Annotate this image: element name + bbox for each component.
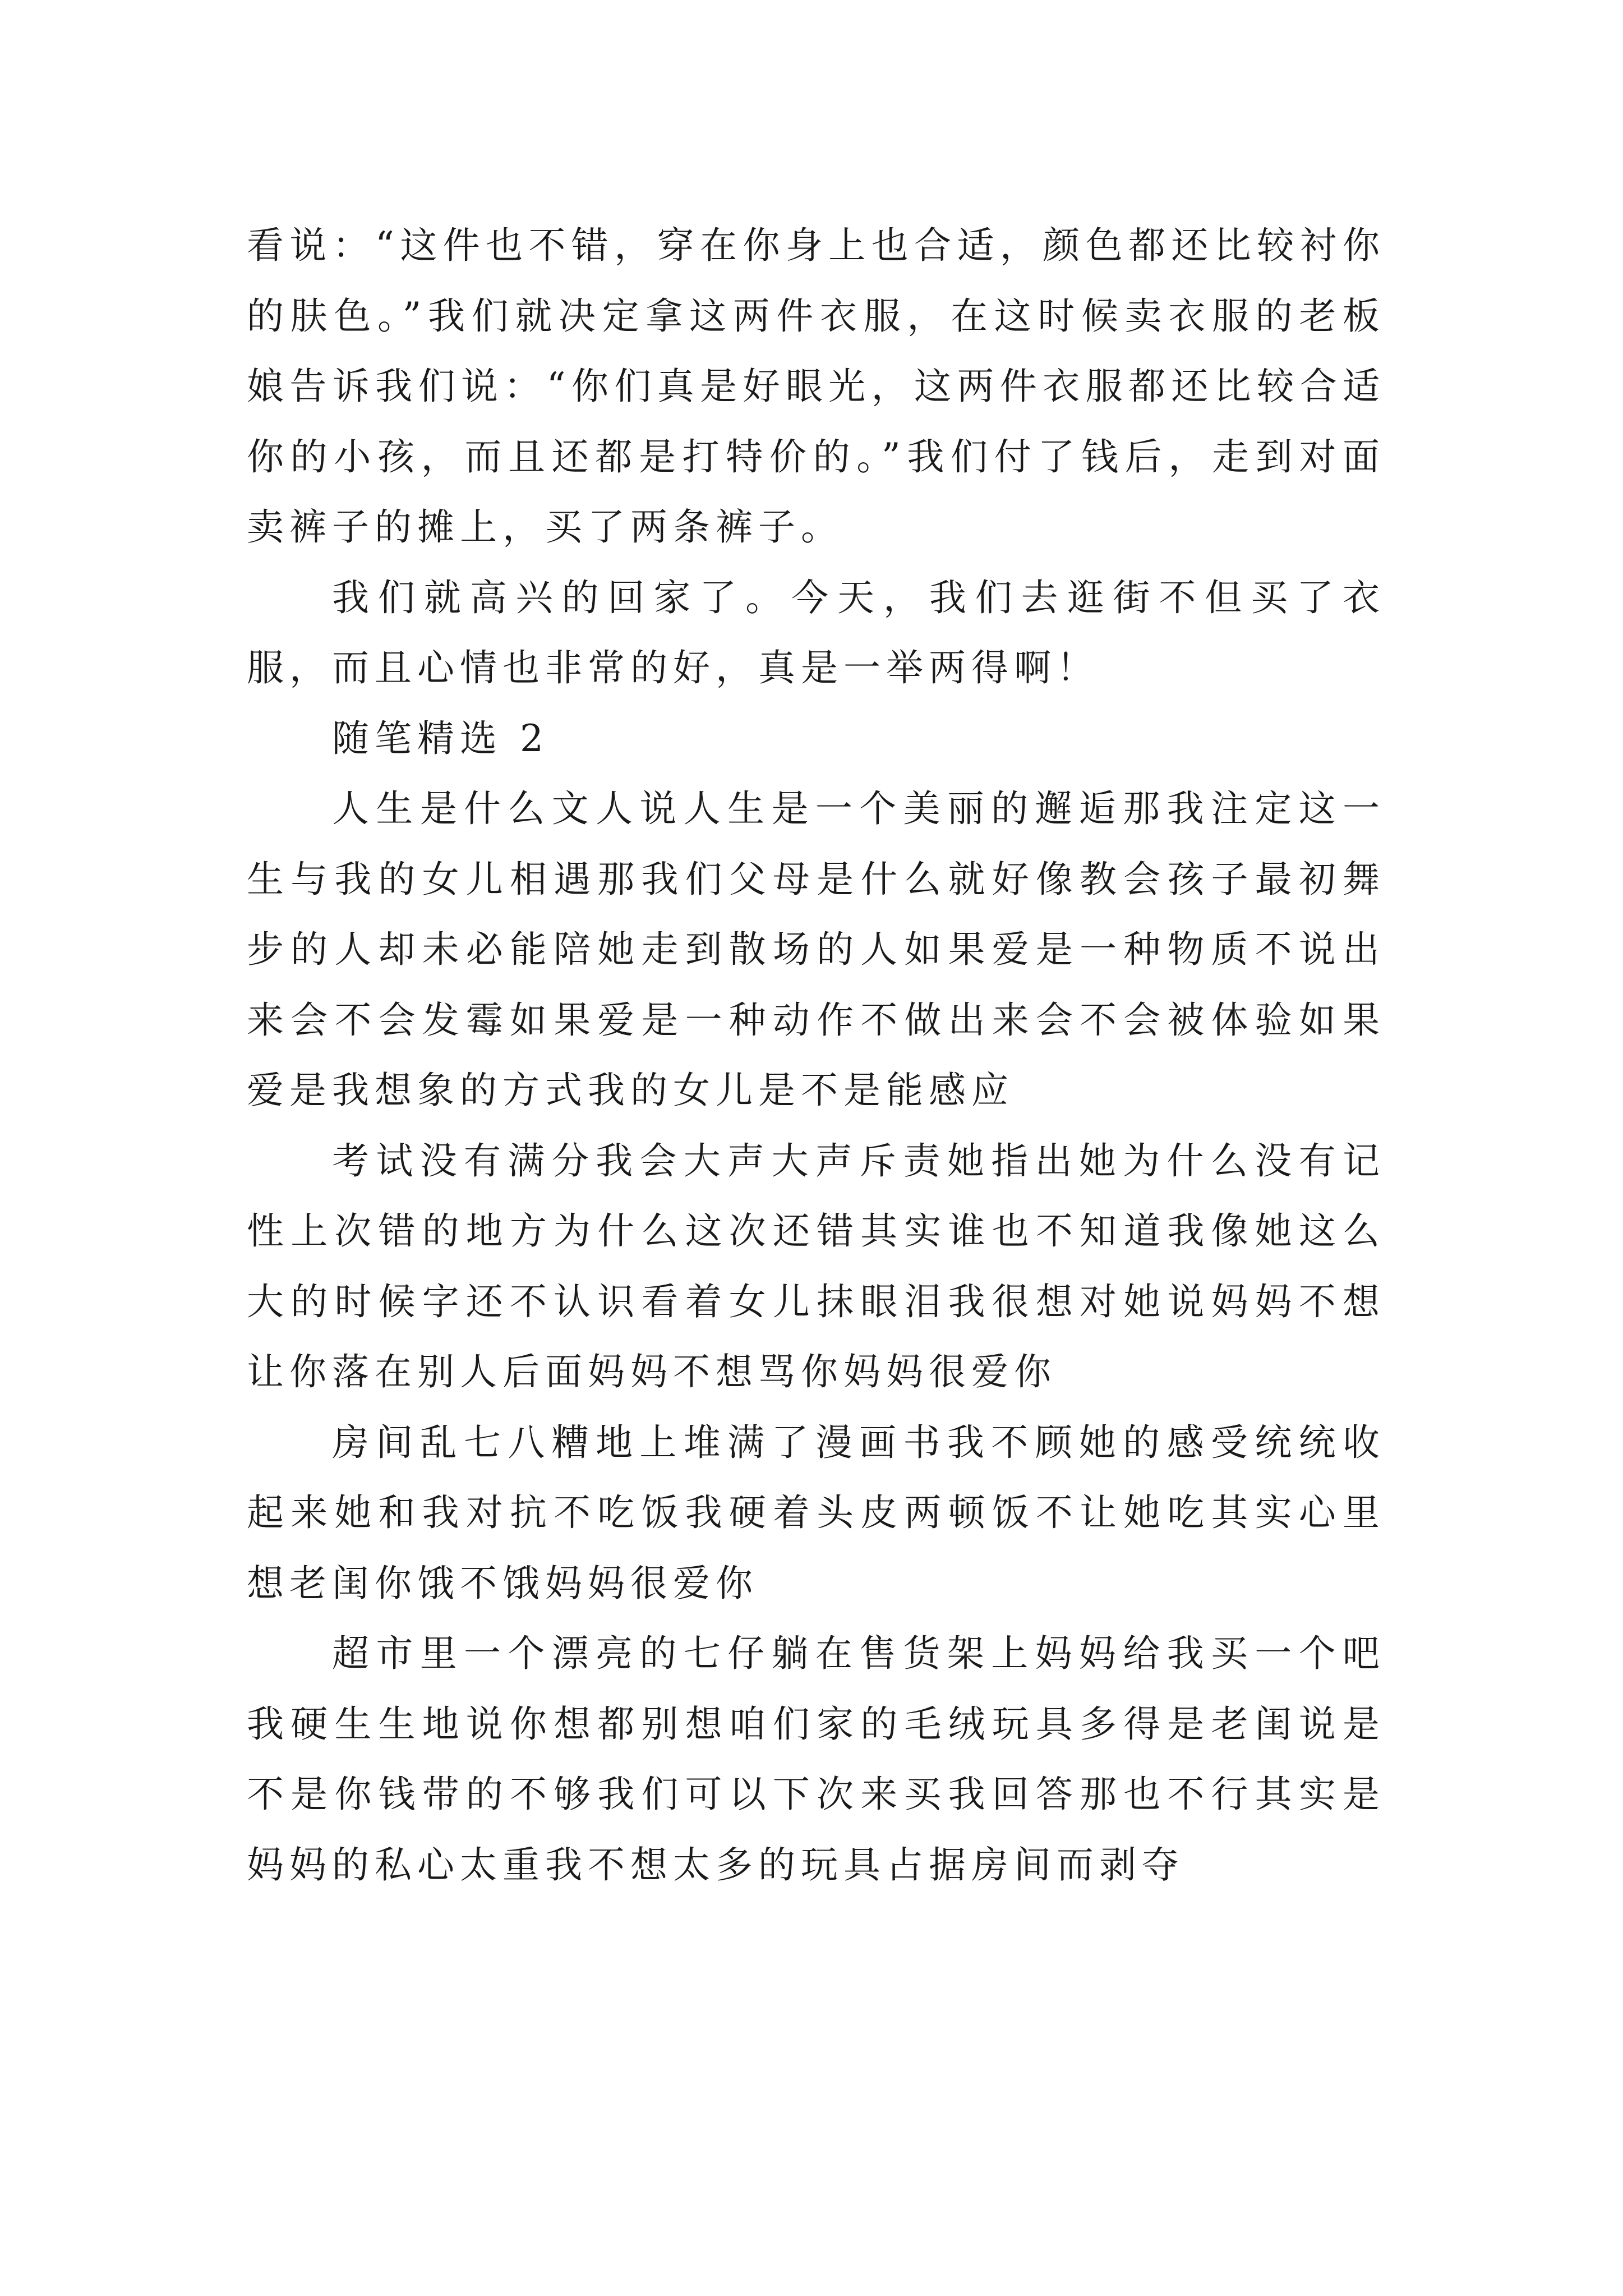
paragraph: 房间乱七八糟地上堆满了漫画书我不顾她的感受统统收起来她和我对抗不吃饭我硬着头皮两顿饭不让她吃其实心里想老闺你饿不饿妈妈很爱你 xyxy=(247,1420,1385,1605)
paragraph: 我们就高兴的回家了。今天，我们去逛街不但买了衣服，而且心情也非常的好，真是一举两得啊！ xyxy=(247,576,1385,689)
paragraph-continued: 看说：“这件也不错，穿在你身上也合适，颜色都还比较衬你的肤色。”我们就决定拿这两件衣服，在这时候卖衣服的老板娘告诉我们说：“你们真是好眼光，这两件衣服都还比较合适你的小孩，而且还都是打特价的。”我们付了钱后，走到对面卖裤子的摊上，买了两条裤子。 xyxy=(247,224,1385,549)
page-body xyxy=(247,210,1385,1900)
paragraph: 超市里一个漂亮的七仔躺在售货架上妈妈给我买一个吧我硬生生地说你想都别想咱们家的毛绒玩具多得是老闺说是不是你钱带的不够我们可以下次来买我回答那也不行其实是妈妈的私心太重我不想太多的玩具占据房间而剥夺 xyxy=(247,1632,1385,1887)
paragraph: 人生是什么文人说人生是一个美丽的邂逅那我注定这一生与我的女儿相遇那我们父母是什么就好像教会孩子最初舞步的人却未必能陪她走到散场的人如果爱是一种物质不说出来会不会发霉如果爱是一种动作不做出来会不会被体验如果爱是我想象的方式我的女儿是不是能感应 xyxy=(247,787,1385,1112)
paragraph: 考试没有满分我会大声大声斥责她指出她为什么没有记性上次错的地方为什么这次还错其实谁也不知道我像她这么大的时候字还不认识看着女儿抹眼泪我很想对她说妈妈不想让你落在别人后面妈妈不想骂你妈妈很爱你 xyxy=(247,1139,1385,1393)
section-title: 随笔精选 2 xyxy=(332,716,549,760)
